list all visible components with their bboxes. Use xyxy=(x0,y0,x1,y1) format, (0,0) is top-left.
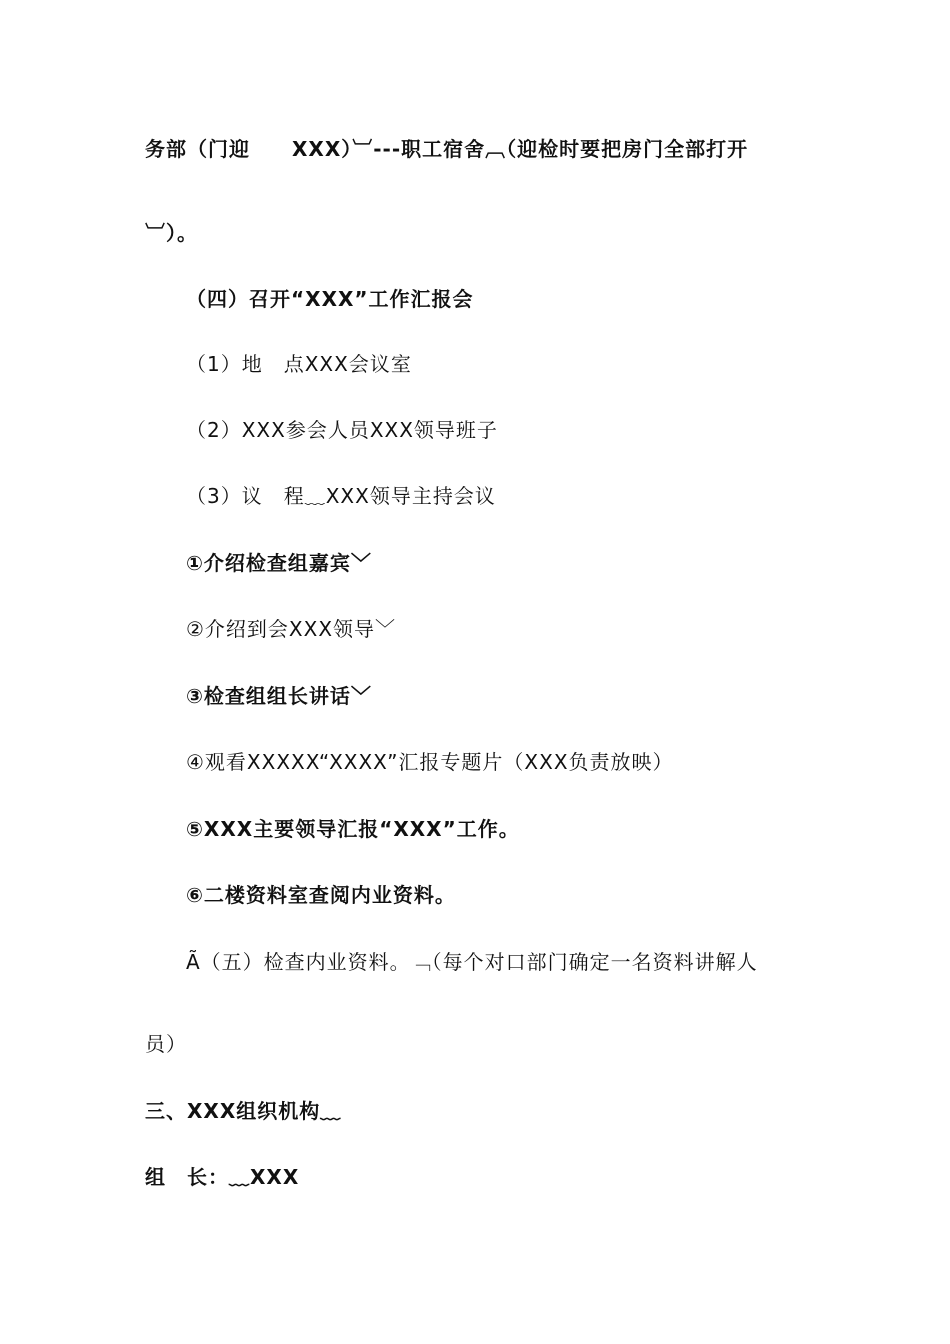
agenda-item-4: ④观看XXXXX“XXXX”汇报专题片（XXX负责放映） xyxy=(186,750,674,774)
meeting-location-line: （1）地 点XXX会议室 xyxy=(186,352,412,376)
meeting-attendees-line: （2）XXX参会人员XXX领导班子 xyxy=(186,418,498,442)
section-heading-report-meeting: （四）召开“XXX”工作汇报会 xyxy=(186,287,474,311)
agenda-item-2: ②介绍到会XXX领导﹀ xyxy=(186,617,397,641)
organization-leader-line: 组 长：﹏XXX xyxy=(145,1165,300,1189)
agenda-item-5: ⑤XXX主要领导汇报“XXX”工作。 xyxy=(186,817,520,841)
section-heading-organization: 三、XXX组织机构﹏ xyxy=(145,1099,342,1123)
paragraph-line-reception-route: 务部（门迎 XXX）︺---职工宿舍︹（迎检时要把房门全部打开 xyxy=(145,137,749,161)
agenda-item-3: ③检查组组长讲话﹀ xyxy=(186,684,372,708)
paragraph-line-inspect-materials-end: 员） xyxy=(145,1032,187,1056)
meeting-agenda-line: （3）议 程﹏XXX领导主持会议 xyxy=(186,484,496,508)
agenda-item-6: ⑥二楼资料室查阅内业资料。 xyxy=(186,883,456,907)
paragraph-line-reception-route-end: ︺）。 xyxy=(145,221,198,245)
section-heading-inspect-materials: Ã（五）检查内业资料。﹁（每个对口部门确定一名资料讲解人 xyxy=(186,950,758,974)
agenda-item-1: ①介绍检查组嘉宾﹀ xyxy=(186,551,372,575)
